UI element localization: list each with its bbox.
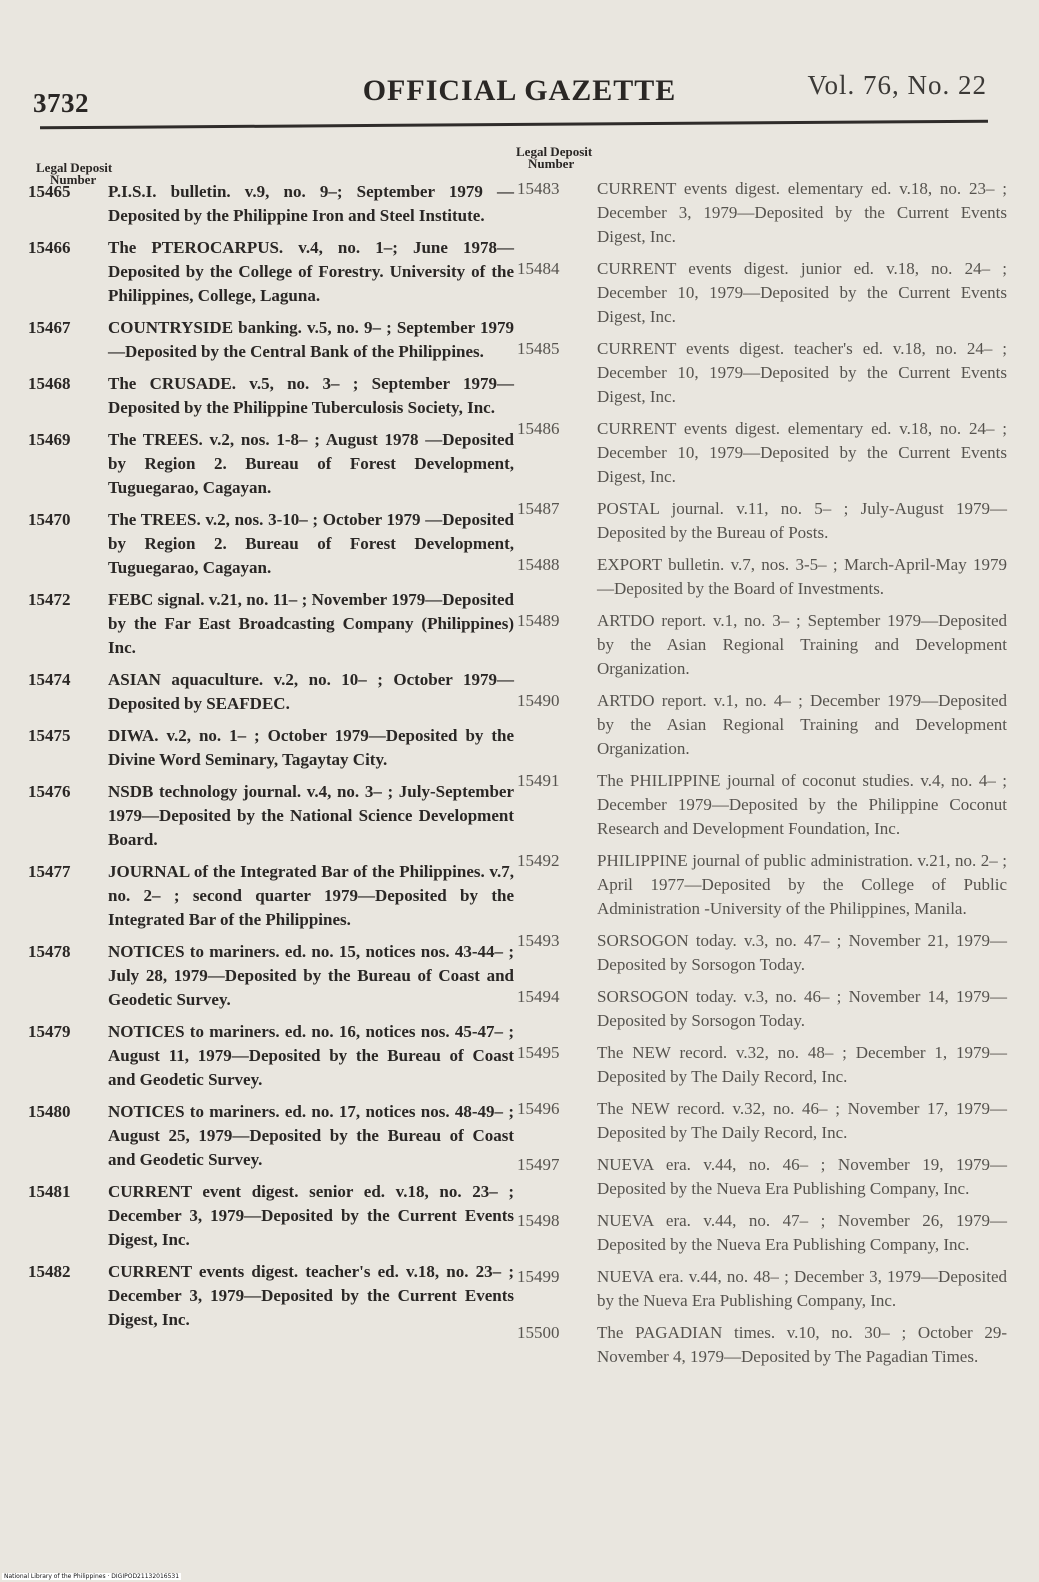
- deposit-description: ASIAN aquaculture. v.2, no. 10– ; October 1979—Deposited by SEAFDEC.: [108, 670, 514, 713]
- deposit-number: 15483: [517, 179, 560, 198]
- deposit-entry: [28, 428, 514, 500]
- deposit-number: 15491: [517, 771, 560, 790]
- deposit-description: The NEW record. v.32, no. 48– ; December 1, 1979—Deposited by The Daily Record, Inc.: [597, 1043, 1007, 1086]
- deposit-entry: [28, 860, 514, 932]
- deposit-number: 15494: [517, 987, 560, 1006]
- deposit-description: NUEVA era. v.44, no. 46– ; November 19, 1979—Deposited by the Nueva Era Publishing Company, Inc.: [597, 1155, 1007, 1198]
- deposit-description: NOTICES to mariners. ed. no. 17, notices nos. 48-49– ; August 25, 1979—Deposited by the Bureau of Coast and Geodetic Survey.: [108, 1102, 514, 1169]
- deposit-description: The CRUSADE. v.5, no. 3– ; September 1979—Deposited by the Philippine Tuberculosis Society, Inc.: [108, 374, 514, 417]
- deposit-entry: [28, 372, 514, 420]
- deposit-entry: [517, 1041, 1007, 1089]
- deposit-entry: [28, 1100, 514, 1172]
- deposit-description: FEBC signal. v.21, no. 11– ; November 1979—Deposited by the Far East Broadcasting Company (Philippines) Inc.: [108, 590, 514, 657]
- deposit-entry: [517, 177, 1007, 249]
- deposit-number: 15468: [28, 374, 71, 393]
- deposit-number: 15465: [28, 182, 71, 201]
- deposit-number: 15496: [517, 1099, 560, 1118]
- deposit-entry: [28, 724, 514, 772]
- deposit-entry: [517, 1321, 1007, 1369]
- footer-credit: National Library of the Philippines · DIGIPOD21132016531: [4, 1573, 180, 1580]
- deposit-number: 15498: [517, 1211, 560, 1230]
- deposit-number: 15479: [28, 1022, 71, 1041]
- right-column-heading: [516, 146, 592, 170]
- heading-line2: Number: [528, 156, 575, 171]
- deposit-entry: [28, 1180, 514, 1252]
- deposit-entry: [28, 780, 514, 852]
- deposit-number: 15469: [28, 430, 71, 449]
- deposit-entry: [28, 316, 514, 364]
- deposit-number: 15493: [517, 931, 560, 950]
- deposit-entry: [517, 985, 1007, 1033]
- deposit-entry: [517, 1265, 1007, 1313]
- header-rule: [40, 120, 988, 130]
- deposit-description: The PHILIPPINE journal of coconut studies. v.4, no. 4– ; December 1979—Deposited by the Philippine Coconut Research and Development Foundation, Inc.: [597, 771, 1007, 838]
- deposit-entry: [517, 337, 1007, 409]
- deposit-description: JOURNAL of the Integrated Bar of the Philippines. v.7, no. 2– ; second quarter 1979—Deposited by the Integrated Bar of the Philippines.: [108, 862, 514, 929]
- deposit-description: EXPORT bulletin. v.7, nos. 3-5– ; March-April-May 1979—Deposited by the Board of Investments.: [597, 555, 1007, 598]
- deposit-entry: [28, 940, 514, 1012]
- deposit-description: DIWA. v.2, no. 1– ; October 1979—Deposited by the Divine Word Seminary, Tagaytay City.: [108, 726, 514, 769]
- deposit-description: CURRENT events digest. teacher's ed. v.18, no. 24– ; December 10, 1979—Deposited by the Current Events Digest, Inc.: [597, 339, 1007, 406]
- gazette-title: OFFICIAL GAZETTE: [362, 74, 677, 107]
- deposit-description: NSDB technology journal. v.4, no. 3– ; July-September 1979—Deposited by the National Science Development Board.: [108, 782, 514, 849]
- deposit-number: 15472: [28, 590, 71, 609]
- deposit-entry: [28, 668, 514, 716]
- deposit-number: 15470: [28, 510, 71, 529]
- deposit-number: 15474: [28, 670, 71, 689]
- deposit-description: NOTICES to mariners. ed. no. 16, notices nos. 45-47– ; August 11, 1979—Deposited by the Bureau of Coast and Geodetic Survey.: [108, 1022, 514, 1089]
- deposit-description: CURRENT events digest. elementary ed. v.18, no. 24– ; December 10, 1979—Deposited by the Current Events Digest, Inc.: [597, 419, 1007, 486]
- deposit-entry: [28, 1020, 514, 1092]
- deposit-number: 15480: [28, 1102, 71, 1121]
- deposit-description: P.I.S.I. bulletin. v.9, no. 9–; September 1979 —Deposited by the Philippine Iron and Steel Institute.: [108, 182, 514, 225]
- heading-line1: Legal Deposit: [36, 160, 113, 175]
- deposit-entry: [517, 929, 1007, 977]
- deposit-entry: [517, 553, 1007, 601]
- deposit-number: 15497: [517, 1155, 560, 1174]
- deposit-description: CURRENT event digest. senior ed. v.18, no. 23– ; December 3, 1979—Deposited by the Current Events Digest, Inc.: [108, 1182, 514, 1249]
- deposit-number: 15466: [28, 238, 71, 257]
- deposit-description: CURRENT events digest. junior ed. v.18, no. 24– ; December 10, 1979—Deposited by the Current Events Digest, Inc.: [597, 259, 1007, 326]
- deposit-number: 15487: [517, 499, 560, 518]
- deposit-entry: [28, 236, 514, 308]
- heading-line2: Number: [50, 172, 97, 187]
- heading-line1: Legal Deposit: [516, 144, 593, 159]
- deposit-number: 15477: [28, 862, 71, 881]
- deposit-number: 15500: [517, 1323, 560, 1342]
- deposit-description: CURRENT events digest. teacher's ed. v.18, no. 23– ; December 3, 1979—Deposited by the Current Events Digest, Inc.: [108, 1262, 514, 1329]
- deposit-description: PHILIPPINE journal of public administration. v.21, no. 2– ; April 1977—Deposited by the College of Public Administration -University of the Philippines, Manila.: [597, 851, 1007, 918]
- deposit-description: NUEVA era. v.44, no. 48– ; December 3, 1979—Deposited by the Nueva Era Publishing Company, Inc.: [597, 1267, 1007, 1310]
- deposit-number: 15476: [28, 782, 71, 801]
- deposit-entry: [517, 1097, 1007, 1145]
- deposit-number: 15489: [517, 611, 560, 630]
- deposit-number: 15482: [28, 1262, 71, 1281]
- deposit-entry: [517, 1209, 1007, 1257]
- deposit-number: 15490: [517, 691, 560, 710]
- deposit-description: SORSOGON today. v.3, no. 47– ; November 21, 1979—Deposited by Sorsogon Today.: [597, 931, 1007, 974]
- deposit-entry: [28, 1260, 514, 1332]
- deposit-description: ARTDO report. v.1, no. 3– ; September 1979—Deposited by the Asian Regional Training and Development Organization.: [597, 611, 1007, 678]
- deposit-entry: [517, 257, 1007, 329]
- deposit-entry: [517, 1153, 1007, 1201]
- deposit-entry: [517, 769, 1007, 841]
- deposit-entry: [517, 417, 1007, 489]
- deposit-number: 15499: [517, 1267, 560, 1286]
- deposit-description: The PTEROCARPUS. v.4, no. 1–; June 1978—Deposited by the College of Forestry. University of the Philippines, College, Laguna.: [108, 238, 514, 305]
- deposit-number: 15484: [517, 259, 560, 278]
- deposit-description: NOTICES to mariners. ed. no. 15, notices nos. 43-44– ; July 28, 1979—Deposited by the Bureau of Coast and Geodetic Survey.: [108, 942, 514, 1009]
- deposit-number: 15475: [28, 726, 71, 745]
- deposit-description: NUEVA era. v.44, no. 47– ; November 26, 1979—Deposited by the Nueva Era Publishing Company, Inc.: [597, 1211, 1007, 1254]
- deposit-number: 15488: [517, 555, 560, 574]
- deposit-entry: [517, 497, 1007, 545]
- deposit-entry: [28, 508, 514, 580]
- deposit-number: 15492: [517, 851, 560, 870]
- deposit-number: 15481: [28, 1182, 71, 1201]
- deposit-description: POSTAL journal. v.11, no. 5– ; July-August 1979—Deposited by the Bureau of Posts.: [597, 499, 1007, 542]
- deposit-entry: [517, 689, 1007, 761]
- deposit-description: The TREES. v.2, nos. 3-10– ; October 1979 —Deposited by Region 2. Bureau of Forest Development, Tuguegarao, Cagayan.: [108, 510, 514, 577]
- deposit-description: COUNTRYSIDE banking. v.5, no. 9– ; September 1979—Deposited by the Central Bank of the Philippines.: [108, 318, 514, 361]
- deposit-number: 15467: [28, 318, 71, 337]
- deposit-description: SORSOGON today. v.3, no. 46– ; November 14, 1979—Deposited by Sorsogon Today.: [597, 987, 1007, 1030]
- deposit-description: The NEW record. v.32, no. 46– ; November 17, 1979—Deposited by The Daily Record, Inc.: [597, 1099, 1007, 1142]
- deposit-number: 15485: [517, 339, 560, 358]
- deposit-description: CURRENT events digest. elementary ed. v.18, no. 23– ; December 3, 1979—Deposited by the Current Events Digest, Inc.: [597, 179, 1007, 246]
- page-number: 3732: [33, 88, 89, 118]
- volume-label: Vol. 76, No. 22: [807, 70, 987, 100]
- deposit-number: 15495: [517, 1043, 560, 1062]
- deposit-description: The PAGADIAN times. v.10, no. 30– ; October 29-November 4, 1979—Deposited by The Pagadian Times.: [597, 1323, 1007, 1366]
- deposit-entry: [517, 849, 1007, 921]
- right-column: [517, 177, 1007, 1377]
- deposit-description: ARTDO report. v.1, no. 4– ; December 1979—Deposited by the Asian Regional Training and Development Organization.: [597, 691, 1007, 758]
- deposit-entry: [28, 180, 514, 228]
- deposit-number: 15486: [517, 419, 560, 438]
- deposit-entry: [28, 588, 514, 660]
- left-column: [28, 180, 514, 1340]
- deposit-entry: [517, 609, 1007, 681]
- deposit-description: The TREES. v.2, nos. 1-8– ; August 1978 —Deposited by Region 2. Bureau of Forest Development, Tuguegarao, Cagayan.: [108, 430, 514, 497]
- deposit-number: 15478: [28, 942, 71, 961]
